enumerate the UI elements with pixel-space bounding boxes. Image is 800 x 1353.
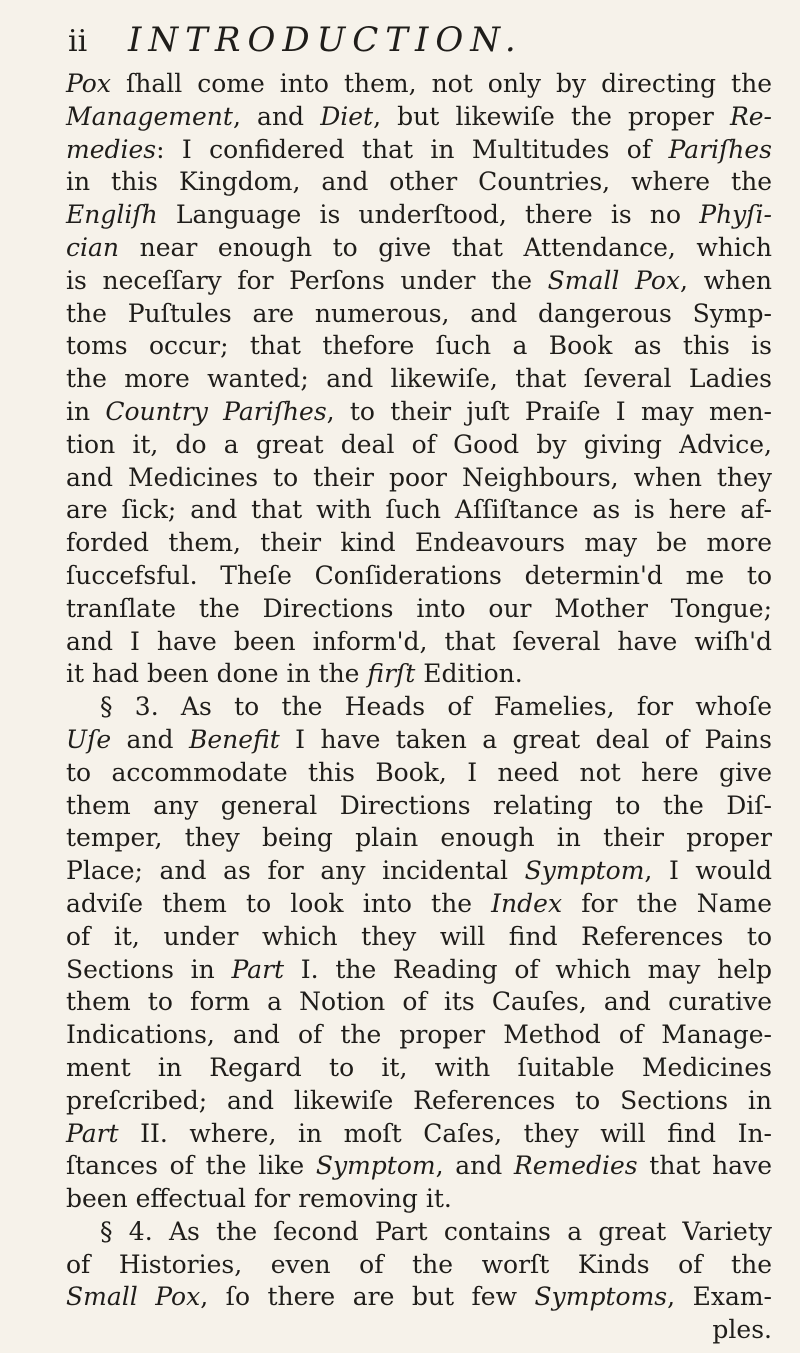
running-header [68,20,768,68]
text-line: cian near enough to give that Attendance, which [66,232,772,262]
text-line: in this Kingdom, and other Countries, where the [66,167,772,197]
text-line: ſtances of the like Symptom, and Remedies that have [66,1151,773,1181]
text-line: temper, they being plain enough in their proper [66,823,772,853]
text-line: ment in Regard to it, with ſuitable Medicines [66,1052,772,1082]
text-line: them any general Directions relating to the Diſ- [66,790,772,820]
running-title: INTRODUCTION. [128,20,523,60]
page-number: ii [68,24,88,59]
text-line: tranſlate the Directions into our Mother Tongue; [66,593,772,623]
text-line: Place; and as for any incidental Symptom, I would [66,856,772,886]
text-line: toms occur; that thefore ſuch a Book as this is [66,331,772,361]
section-3-start: § 3. As to the Heads of Famelies, for whoſe [100,692,772,722]
text-line: Small Pox, ſo there are but few Symptoms, Exam- [66,1282,772,1312]
text-line: Uſe and Benefit I have taken a great deal of Pains [66,724,772,754]
text-line: Indications, and of the proper Method of Manage- [66,1020,772,1050]
text-line: and Medicines to their poor Neighbours, when they [66,462,772,492]
text-line: Management, and Diet, but likewiſe the proper Re- [66,101,773,131]
text-line: forded them, their kind Endeavours may be more [66,528,772,558]
text-line: been effectual for removing it. [66,1184,452,1214]
text-line: them to form a Notion of its Cauſes, and curative [66,987,772,1017]
text-line: ſuccefsful. Theſe Conſiderations determin'd me to [66,560,772,590]
text-line: are ſick; and that with ſuch Aſſiſtance as is here af- [66,495,772,525]
catchword: ples. [712,1315,772,1345]
text-line: Pox ſhall come into them, not only by directing the [66,69,772,98]
text-line: of Histories, even of the worſt Kinds of the [66,1249,772,1279]
body-text [66,68,772,1347]
text-line: the more wanted; and likewiſe, that ſeveral Ladies [66,364,772,394]
text-line: Engliſh Language is underſtood, there is no Phyſi- [66,200,772,230]
text-line: the Puſtules are numerous, and dangerous Symp- [66,298,772,328]
text-line: of it, under which they will find References to [66,921,772,951]
text-line: is neceſſary for Perſons under the Small Pox, when [66,265,772,295]
section-4-start: § 4. As the ſecond Part contains a great Variety [100,1216,772,1246]
text-line: it had been done in the firſt Edition. [66,659,523,689]
text-line: and I have been inform'd, that ſeveral have wiſh'd [66,626,772,656]
text-line: tion it, do a great deal of Good by giving Advice, [66,429,772,459]
text-line: in Country Pariſhes, to their juſt Praiſe I may men- [66,396,772,426]
text-line: to accommodate this Book, I need not here give [66,757,772,787]
text-line: adviſe them to look into the Index for the Name [66,888,773,918]
text-line: medies: I confidered that in Multitudes of Pariſhes [66,134,772,164]
text-line: preſcribed; and likewiſe References to Sections in [66,1085,772,1115]
text-line: Part II. where, in moſt Caſes, they will find In- [66,1118,772,1148]
text-line: Sections in Part I. the Reading of which may help [66,954,772,984]
